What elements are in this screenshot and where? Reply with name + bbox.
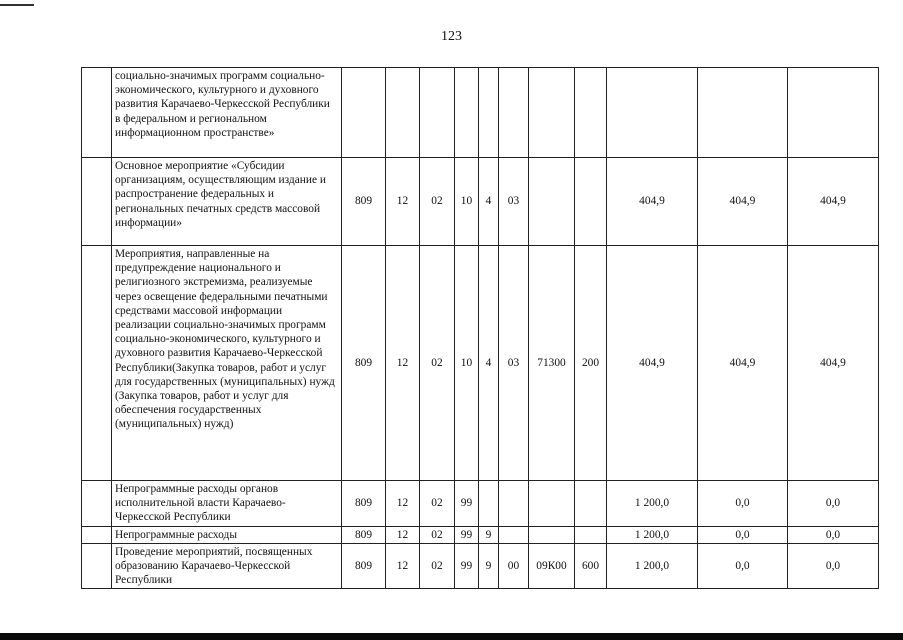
budget-table (81, 67, 879, 589)
expense-type-cell: 600 (575, 543, 607, 589)
blank-cell (82, 246, 112, 481)
main-event-cell: 03 (499, 158, 529, 246)
section-cell: 12 (386, 246, 420, 481)
program-cell: 99 (455, 526, 479, 543)
amount-year-3: 404,9 (788, 246, 879, 481)
code-cell: 809 (342, 543, 386, 589)
program-cell: 99 (455, 543, 479, 589)
expense-type-cell (575, 481, 607, 527)
table-row (82, 481, 879, 527)
subprogram-cell: 9 (479, 543, 499, 589)
expense-name: Непрограммные расходы (112, 526, 342, 543)
section-cell: 12 (386, 543, 420, 589)
expense-name: Основное мероприятие «Субсидии организациям, осуществляющим издание и распространение федеральных и региональных печатных средств массовой информации» (112, 158, 342, 246)
program-cell: 10 (455, 246, 479, 481)
main-event-cell: 03 (499, 246, 529, 481)
program-cell (455, 68, 479, 158)
subprogram-cell: 9 (479, 526, 499, 543)
subprogram-cell: 4 (479, 246, 499, 481)
expense-name: Мероприятия, направленные на предупреждение национального и религиозного экстремизма, реализуемые через освещение федеральными печатными средствами массовой информации реализации социально-значимых программ социально-экономического, культурного и духовного развития Карачаево-Черкесской Республики(Закупка товаров, работ и услуг для государственных (муниципальных) нужд (Закупка товаров, работ и услуг для обеспечения государственных (муниципальных) нужд) (112, 246, 342, 481)
section-cell: 12 (386, 158, 420, 246)
table-row (82, 68, 879, 158)
code-cell: 809 (342, 526, 386, 543)
subsection-cell: 02 (420, 246, 455, 481)
subsection-cell: 02 (420, 543, 455, 589)
main-event-cell (499, 68, 529, 158)
amount-year-2 (698, 68, 788, 158)
blank-cell (82, 68, 112, 158)
blank-cell (82, 543, 112, 589)
code-cell: 809 (342, 246, 386, 481)
amount-year-1: 1 200,0 (607, 526, 698, 543)
section-cell: 12 (386, 526, 420, 543)
amount-year-1: 404,9 (607, 246, 698, 481)
amount-year-2: 0,0 (698, 481, 788, 527)
amount-year-3: 0,0 (788, 543, 879, 589)
direction-cell (529, 68, 575, 158)
blank-cell (82, 158, 112, 246)
amount-year-1 (607, 68, 698, 158)
program-cell: 10 (455, 158, 479, 246)
amount-year-2: 0,0 (698, 543, 788, 589)
top-corner-rule (0, 4, 34, 6)
code-cell: 809 (342, 481, 386, 527)
code-cell (342, 68, 386, 158)
table-row (82, 246, 879, 481)
program-cell: 99 (455, 481, 479, 527)
expense-type-cell (575, 526, 607, 543)
table-row (82, 526, 879, 543)
expense-name: социально-значимых программ социально-экономического, культурного и духовного развития Карачаево-Черкесской Республики в федеральном и региональном информационном пространстве» (112, 68, 342, 158)
expense-type-cell (575, 68, 607, 158)
blank-cell (82, 481, 112, 527)
subsection-cell: 02 (420, 158, 455, 246)
main-event-cell: 00 (499, 543, 529, 589)
section-cell: 12 (386, 481, 420, 527)
amount-year-1: 1 200,0 (607, 543, 698, 589)
direction-cell: 71300 (529, 246, 575, 481)
amount-year-3: 404,9 (788, 158, 879, 246)
main-event-cell (499, 526, 529, 543)
expense-name: Проведение мероприятий, посвященных образованию Карачаево-Черкесской Республики (112, 543, 342, 589)
direction-cell: 09К00 (529, 543, 575, 589)
direction-cell (529, 526, 575, 543)
subsection-cell (420, 68, 455, 158)
amount-year-2: 404,9 (698, 158, 788, 246)
subprogram-cell (479, 68, 499, 158)
code-cell: 809 (342, 158, 386, 246)
expense-type-cell (575, 158, 607, 246)
section-cell (386, 68, 420, 158)
amount-year-1: 404,9 (607, 158, 698, 246)
amount-year-3 (788, 68, 879, 158)
amount-year-3: 0,0 (788, 526, 879, 543)
subprogram-cell (479, 481, 499, 527)
subsection-cell: 02 (420, 526, 455, 543)
expense-name: Непрограммные расходы органов исполнительной власти Карачаево-Черкесской Республики (112, 481, 342, 527)
main-event-cell (499, 481, 529, 527)
amount-year-1: 1 200,0 (607, 481, 698, 527)
blank-cell (82, 526, 112, 543)
subprogram-cell: 4 (479, 158, 499, 246)
direction-cell (529, 158, 575, 246)
page-number: 123 (441, 29, 462, 44)
amount-year-3: 0,0 (788, 481, 879, 527)
subsection-cell: 02 (420, 481, 455, 527)
table-row (82, 158, 879, 246)
direction-cell (529, 481, 575, 527)
expense-type-cell: 200 (575, 246, 607, 481)
bottom-edge-bar (0, 633, 903, 640)
amount-year-2: 0,0 (698, 526, 788, 543)
table-row (82, 543, 879, 589)
amount-year-2: 404,9 (698, 246, 788, 481)
